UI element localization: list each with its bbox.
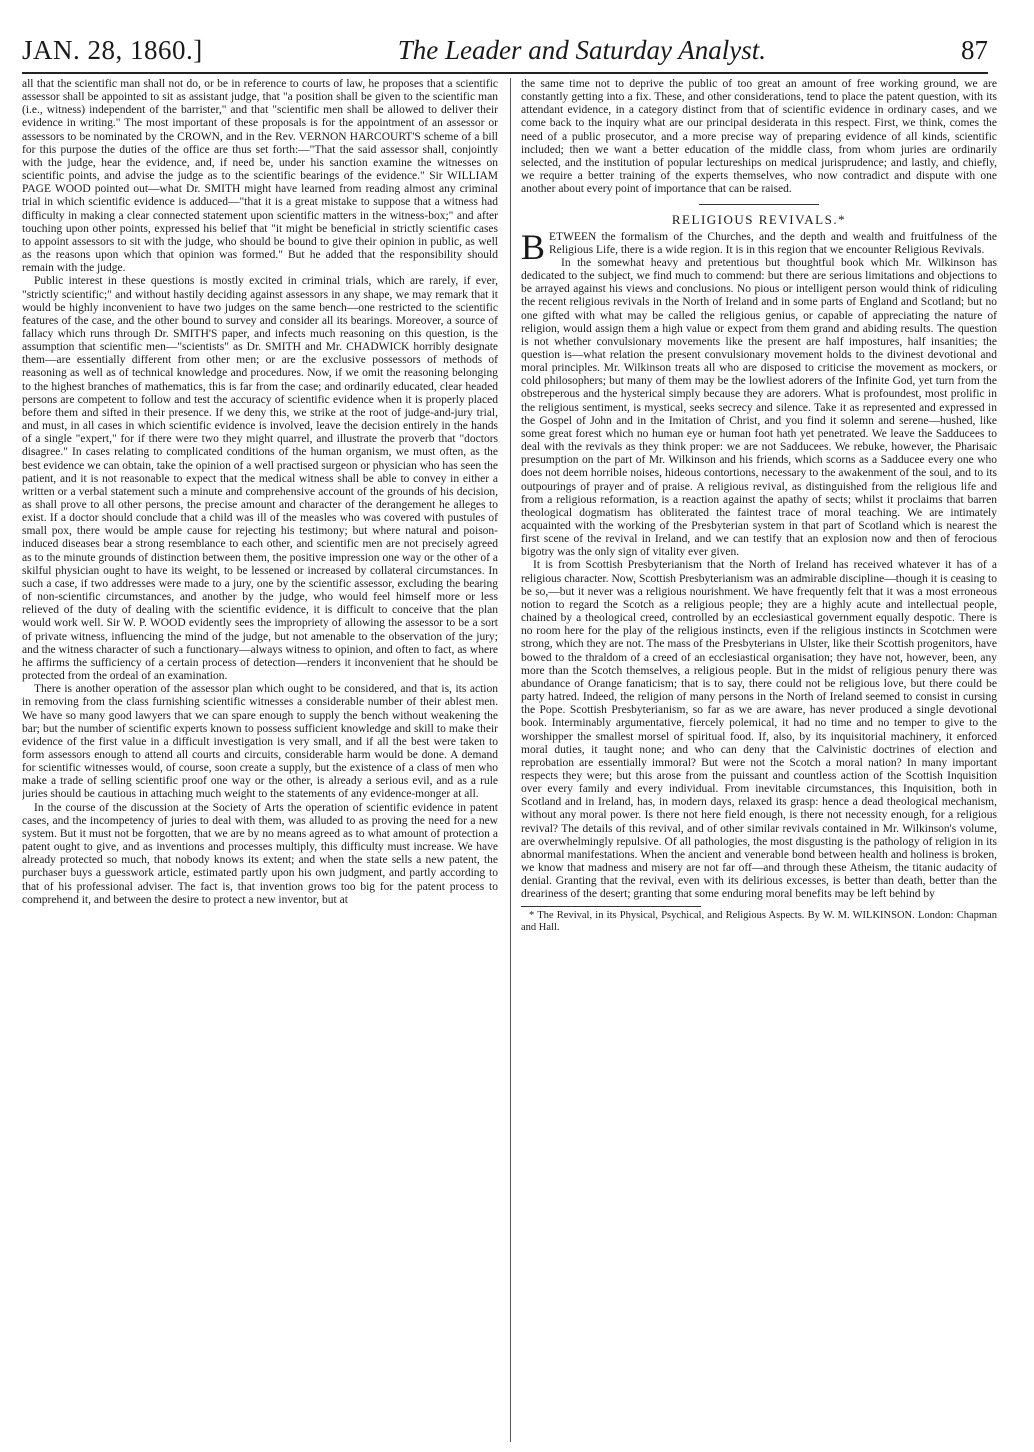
opening-paragraph (521, 226, 997, 267)
opening-text: ETWEEN the formalism of the Churches, and the depth and wealth and fruitfulness of the Religious Life, there is a wide region. It is in this region that we encounter Religious Revivals. (549, 230, 997, 256)
section-title: RELIGIOUS REVIVALS.* (671, 212, 847, 228)
article-paragraph: the same time not to deprive the public of too great an amount of free working ground, we are constantly getting into a fix. These, and other considerations, tend to place the patent question, with its attendant evidence, in a category distinct from that of scientific evidence in ordinary cases, and we come back to the inquiry what are our principal desiderata in this respect. First, we think, comes the need of a public prosecutor, and a more precise way of preparing evidence of all kinds, scientific included; then we want a better education of the middle class, from whom juries are ordinarily selected, and the institution of popular lectureships on medical jurisprudence; and lastly, and chiefly, we require a better training of the experts themselves, who now contradict and dispute with one another about every point of importance that can be raised. (521, 78, 997, 196)
article-paragraph: In the course of the discussion at the Society of Arts the operation of scientific evidence in patent cases, and the incompetency of juries to deal with them, was alluded to as proving the need for a new system. But it must not be forgotten, that we are by no means agreed as to what amount of protection a patent ought to give, and as inventions and processes multiply, this difficulty must increase. We have already protected so much, that nobody knows its extent; and when the state sells a new patent, the purchaser buys a guesswork article, estimated partly upon his own judgment, and partly according to that of his professional adviser. The fact is, that invention grows too big for the patent process to comprehend it, and between the desire to protect a new inventor, but at (22, 801, 498, 906)
section-separator (699, 204, 819, 205)
article-paragraph: all that the scientific man shall not do, or be in reference to courts of law, he proposes that a scientific assessor shall be appointed to sit as assistant judge, that "a position shall be given to the scientific man (i.e., witness) independent of the barrister," and that "scientific men shall be allowed to deliver their evidence in writing." The most important of these proposals is for the appointment of an assessor or assessors to be nominated by the CROWN, and in the Rev. VERNON HARCOURT'S scheme of a bill for this purpose the duties of the office are thus set forth:—"That the said assessor shall, conjointly with the judge, hear the evidence, and, if need be, under his sanction examine the witnesses on scientific points, and advise the judge as to the scientific bearings of the evidence." Sir WILLIAM PAGE WOOD pointed out—what Dr. SMITH might have learned from reading almost any criminal trial in which scientific evidence is adduced—"that it is a great mistake to suppose that a witness had difficulty in making a clear connected statement upon scientific matters in the witness-box;" and after touching upon other points, expressed his belief that "it might be beneficial in strictly scientific cases to appoint assessors to sit with the judge, who should be bound to give their opinion in public, as well as the reasons upon which that opinion was formed." But he added that the responsibility should remain with the judge. (22, 78, 498, 275)
left-column (22, 78, 498, 1446)
footnote: * The Revival, in its Physical, Psychical, and Religious Aspects. By W. M. WILKINSON. London: Chapman and Hall. (521, 909, 997, 933)
footnote-rule (521, 906, 701, 907)
publication-title: The Leader and Saturday Analyst. (397, 34, 766, 65)
header-rule (22, 72, 988, 74)
column-divider (510, 78, 511, 1442)
right-column (521, 78, 997, 1446)
issue-date: JAN. 28, 1860.] (22, 34, 203, 65)
article-paragraph: In the somewhat heavy and pretentious but thoughtful book which Mr. Wilkinson has dedicated to the subject, we find much to commend: but there are serious limitations and objections to be arrayed against his views and conclusions. No pious or intelligent person would think of ridiculing the recent religious revivals in the North of Ireland and in some parts of England and Scotland; but no one gifted with what may be called the religious genius, or capable of appreciating the nature of religion, would assign them a high value or expect from them grand and abiding results. The question is not whether convulsionary movements like the present are half impostures, half insanities; the question is—what relation the present convulsionary movement holds to the divinest devotional and moral principles. Mr. Wilkinson treats all who are disposed to criticise the movement as mockers, or cold philosophers; but many of them may be the lowliest adorers of the Infinite God, yet turn from the obstreperous and the hysterical simply because they are adorers. What is profoundest, most prolific in the religious sentiment, is mystical, seeks secrecy and silence. Take it as represented and expressed in the Gospel of John and in the Imitation of Christ, and you find it solemn and serene—hushed, like some great forest which no human eye or human foot hath yet penetrated. We leave the Sadducees to deal with the revivals as they think proper: we are not Sadducees. We rebuke, however, the Pharisaic presumption on the part of Mr. Wilkinson and his friends, which scorns as a Sadducee every one who does not deem horrible noises, hideous contortions, necessary to the awakenment of the soul, and to its outpourings of prayer and of praise. A religious revival, as distinguished from the religious life and from a religious reformation, is a reaction against the apathy of sects; whilst it proclaims that barren theological dogmatism has obliterated the faintest trace of moral teaching. We are intimately acquainted with the working of the Presbyterian system in that part of Scotland which is nearest the first scene of the revival in Ireland, and we can testify that an explosion now and then of ferocious bigotry was the only sign of vitality ever given. (521, 256, 997, 559)
article-paragraph: It is from Scottish Presbyterianism that the North of Ireland has received whatever it has of a religious character. Now, Scottish Presbyterianism was an admirable discipline—though it is ceasing to be so,—but it never was a religious nourishment. We have frequently felt that it was a most erroneous notion to regard the Scotch as a religious people; they are a highly acute and intellectual people, chained by a theological creed, controlled by an ecclesiastical government equally despotic. There is no room here for the play of the religious instincts, even if the religious instincts in Scotchmen were strong, which they are not. The mass of the Presbyterians in Ulster, like their Scottish progenitors, have bowed to the thraldom of a creed of an ecclesiastical organisation; they have not, however, been, any more than the Scotch themselves, a religious people. But in the midst of religious penury there was abundance of Orange fanaticism; that is to say, there could not be religious love, but there could be party hatred. Indeed, the religion of many persons in the North of Ireland seemed to consist in cursing the Pope. Scottish Presbyterianism, so far as we are aware, has never produced a single devotional book. Interminably argumentative, fiercely polemical, it had no time and no temper to give to the worshipper the smallest morsel of spiritual food. If, also, by its inquisitorial machinery, it enforced moral duties, it taught none; and who can deny that the Calvinistic doctrines of election and reprobation are essentially immoral? But were not the Scotch a moral nation? In many important respects they were; but this arose from the puissant and countless action of the Scottish Inquisition over every family and every individual. From inevitable circumstances, this Inquisition, both in Scotland and in Ireland, has, in modern days, relaxed its grasp: hence a dead theological mechanism, without any moral power. Is there not here field enough, is there not necessity enough, for a religious revival? The details of this revival, and of other similar revivals contained in Mr. Wilkinson's volume, are overwhelmingly repulsive. Of all pathologies, the most disgusting is the pathology of religion in its abnormal manifestations. When the ancient and venerable bond between health and holiness is broken, we know that madness and misery are not far off—and through these Atheism, the titanic audacity of denial. Granting that the revival, even with its delirious excesses, is better than death, better than the dreariness of the desert; granting that some enduring moral benefits may be left behind by (521, 559, 997, 901)
article-paragraph: There is another operation of the assessor plan which ought to be considered, and that is, its action in removing from the class furnishing scientific witnesses a considerable number of their ablest men. We have so many good lawyers that we can spare enough to supply the bench without weakening the bar; but the number of scientific experts known to possess sufficient knowledge and skill to make their evidence of the first value in a difficult investigation is very small, and if all the best were taken to form assessors enough to attend all courts and circuits, considerable harm would be done. A demand for scientific witnesses would, of course, soon create a supply, but the existence of a class of men who make a trade of selling scientific proof one way or the other, is already a serious evil, and as a rule juries should be cautious in attaching much weight to the statements of any evidence-monger at all. (22, 683, 498, 801)
page-header (22, 30, 988, 70)
page-number: 87 (960, 34, 988, 65)
drop-cap: B (521, 226, 546, 267)
article-paragraph: Public interest in these questions is mostly excited in criminal trials, which are rarely, if ever, "strictly scientific;" and without hastily deciding against assessors in any shape, we may remark that it would be highly inconvenient to have two judges on the same bench—one restricted to the scientific features of the case, and the other bound to survey and consider all its bearings. Moreover, a source of fallacy which runs through Dr. SMITH'S paper, and infects much reasoning on this question, is the assumption that scientific men—"scientists" as Dr. SMITH and Mr. CHADWICK horribly designate them—are essentially different from other men; or are the exclusive possessors of methods of reasoning as well as of technical knowledge and procedures. Now, if we omit the reasoning belonging to the highest branches of mathematics, this is far from the case; and ordinarily educated, clear headed persons are competent to follow and test the accuracy of scientific evidence when it is properly placed before them and sifted in their presence. If we deny this, we strike at the root of judge-and-jury trial, and must, in all cases in which scientific evidence is involved, leave the decision entirely in the hands of a single "expert," for if there were two they might quarrel, and illustrate the proverb that "doctors disagree." In cases relating to complicated conditions of the human organism, we must often, as the best evidence we can obtain, take the opinion of a well practised surgeon or physician who has seen the patient, and it is not reasonable to expect that the medical witness shall be able to convey in either a written or a verbal statement such a minute and comprehensive account of the grounds of his decision, as shall prove to all other persons, the precise amount and character of the derangement he alleges to exist. If a doctor should conclude that a child was ill of the measles who was covered with pustules of small pox, there would be ample cause for rejecting his testimony; but where natural and poison-induced diseases bear a strong resemblance to each other, and scientific men are not precisely agreed as to the minute grounds of distinction between them, the positive impression one way or the other of a skilful physician ought to have its weight, to be lessened or increased by collateral circumstances. In such a case, if two addresses were made to a jury, one by the scientific assessor, excluding the bearing of non-scientific circumstances, and another by the judge, who would feel himself more or less relieved of the duty of dealing with the scientific evidence, it is difficult to conceive that the plan would work well. Sir W. P. WOOD evidently sees the impropriety of allowing the assessor to be a sort of private witness, influencing the mind of the judge, but not amenable to the observation of the jury; and the witness character of such a functionary—always witness to opinion, and often to fact, as where he affirms the sufficiency of a certain process of detection—renders it inconvenient that he should be protected from the ordeal of an examination. (22, 275, 498, 683)
